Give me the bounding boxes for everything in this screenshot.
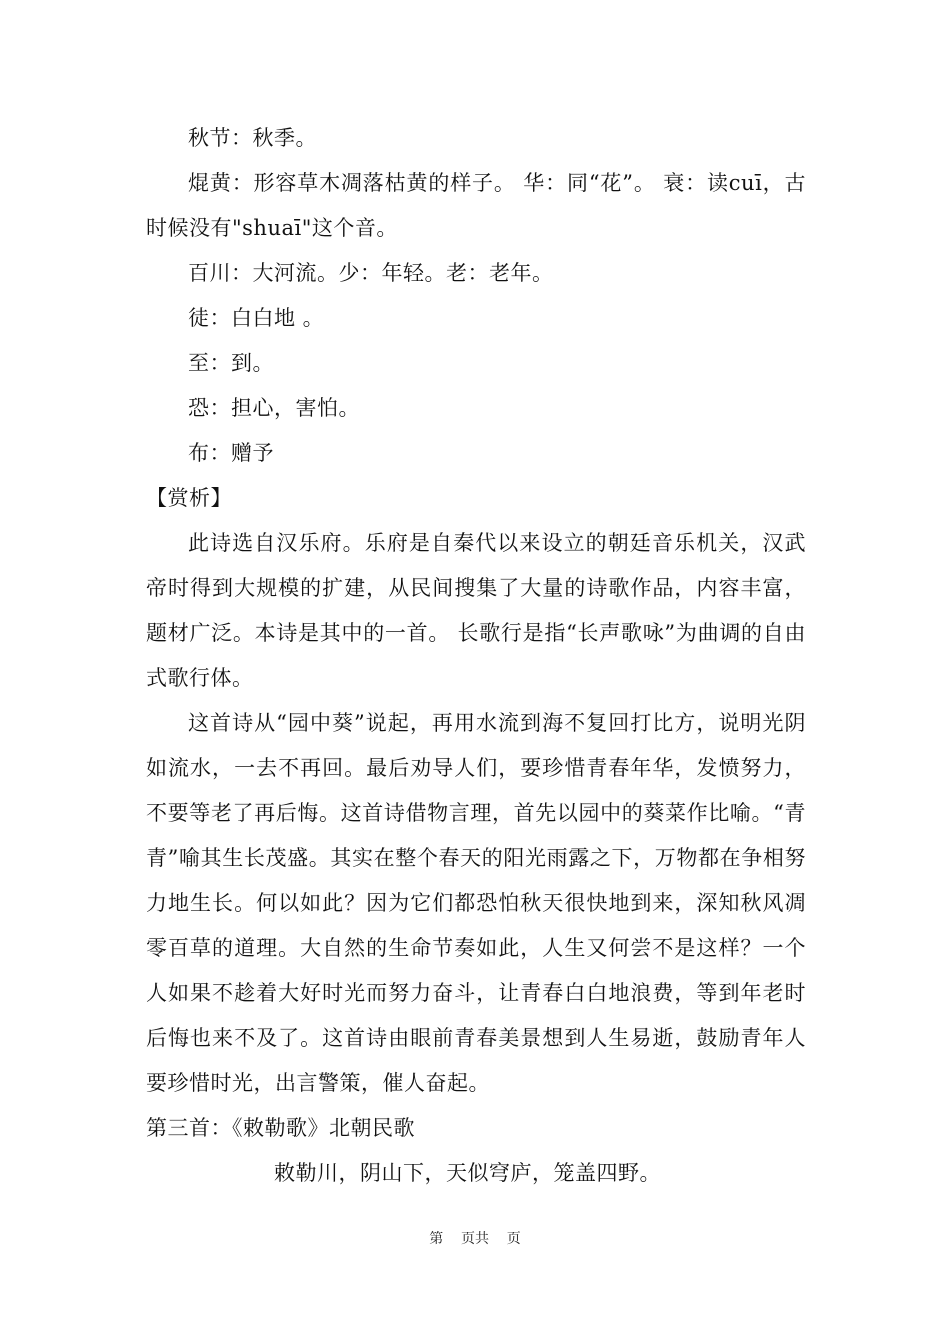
note-bu: 布：赠予 bbox=[188, 441, 274, 465]
analysis-heading: 【赏析】 bbox=[146, 486, 232, 510]
note-zhi: 至：到。 bbox=[188, 351, 274, 375]
note-baichuan: 百川：大河流。少：年轻。老：老年。 bbox=[188, 261, 554, 285]
third-poem-heading: 第三首：《敕勒歌》北朝民歌 bbox=[146, 1116, 415, 1140]
note-qiujie: 秋节：秋季。 bbox=[188, 126, 317, 150]
poem-line: 敕勒川，阴山下，天似穹庐，笼盖四野。 bbox=[274, 1161, 661, 1185]
note-tu: 徒：白白地 。 bbox=[188, 306, 325, 330]
analysis-paragraph: 此诗选自汉乐府。乐府是自秦代以来设立的朝廷音乐机关，汉武帝时得到大规模的扩建，从民间搜集了大量的诗歌作品，内容丰富，题材广泛。本诗是其中的一首。 长歌行是指“长声歌咏”为曲调的自由式歌行体。 bbox=[146, 531, 806, 690]
page-content bbox=[146, 116, 806, 1196]
page-footer: 第 页共 页 bbox=[429, 1231, 521, 1247]
note-kong: 恐：担心，害怕。 bbox=[188, 396, 360, 420]
note-kunhuang: 焜黄：形容草木凋落枯黄的样子。 华：同“花”。 衰：读cuī，古时候没有"shuaī"这个音。 bbox=[146, 171, 806, 240]
analysis-paragraph: 这首诗从“园中葵”说起，再用水流到海不复回打比方，说明光阴如流水，一去不再回。最后劝导人们，要珍惜青春年华，发愤努力，不要等老了再后悔。这首诗借物言理，首先以园中的葵菜作比喻。“青青”喻其生长茂盛。其实在整个春天的阳光雨露之下，万物都在争相努力地生长。何以如此？因为它们都恐怕秋天很快地到来，深知秋风凋零百草的道理。大自然的生命节奏如此，人生又何尝不是这样？一个人如果不趁着大好时光而努力奋斗，让青春白白地浪费，等到年老时后悔也来不及了。这首诗由眼前青春美景想到人生易逝，鼓励青年人要珍惜时光，出言警策，催人奋起。 bbox=[146, 711, 806, 1095]
